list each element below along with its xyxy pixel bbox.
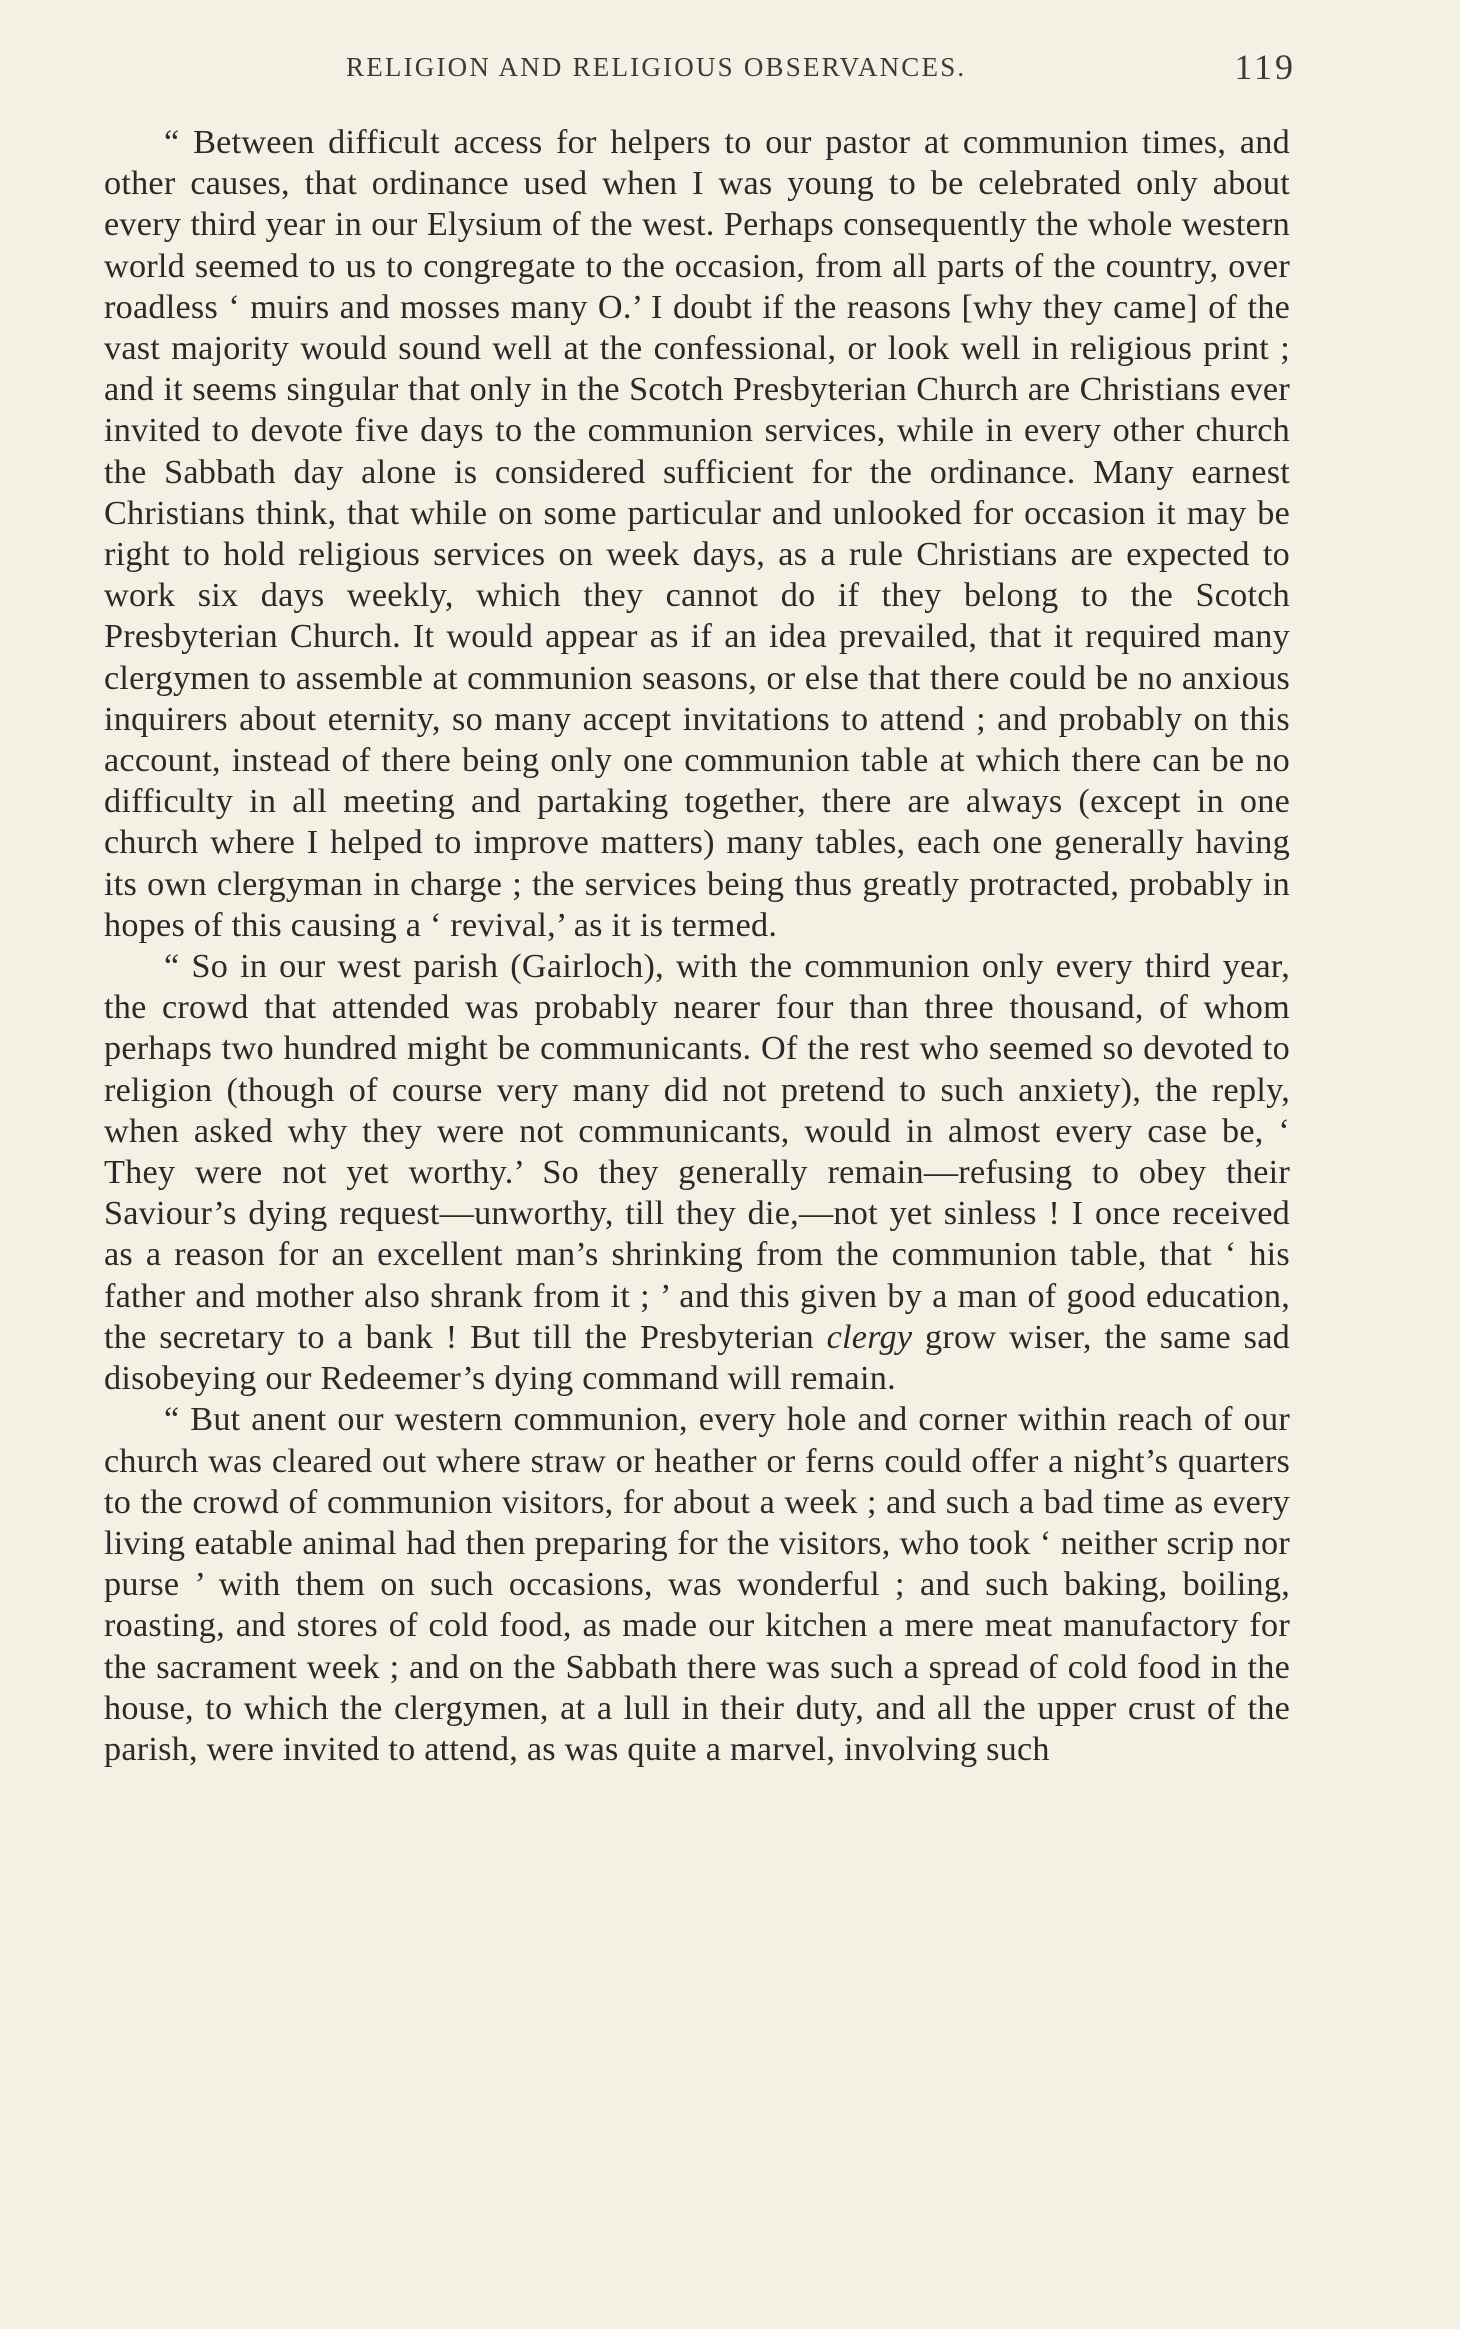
paragraph: “ But anent our western communion, every hole and corner within reach of our church was cleared out where straw or heather or ferns could offer a night’s quarters to the crowd of communion visitors, for about a week ; and such a bad time as every living eatable animal had then preparing for the visitors, who took ‘ neither scrip nor purse ’ with them on such occasions, was wonderful ; and such baking, boiling, roasting, and stores of cold food, as made our kitchen a mere meat manufactory for the sacrament week ; and on the Sabbath there was such a spread of cold food in the house, to which the clergymen, at a lull in their duty, and all the upper crust of the parish, were invited to attend, as was quite a marvel, involving such: [104, 1401, 1290, 1768]
emphasized-word: clergy: [826, 1318, 913, 1356]
running-head: RELIGION AND RELIGIOUS OBSERVANCES.: [346, 52, 967, 82]
paragraph-text: “ So in our west parish (Gairloch), with the communion only every third year, the crowd that attended was probably nearer four than three thousand, of whom perhaps two hundred might be communicants. Of the rest who seemed so devoted to religion (though of course very many did not pretend to such anxiety), the reply, when asked why they were not communicants, would in almost every case be, ‘ They were not yet worthy.’ So they generally remain—refusing to obey their Saviour’s dying request—unworthy, till they die,—not yet sinless ! I once received as a reason for an excellent man’s shrinking from the communion table, that ‘ his father and mother also shrank from it ; ’ and this given by a man of good education, the secretary to a bank ! But till the Presbyterian: [104, 948, 1290, 1356]
body-text: [104, 122, 1290, 1770]
paragraph: “ Between difficult access for helpers to our pastor at communion times, and other causes, that ordinance used when I was young to be celebrated only about every third year in our Elysium of the west. Perhaps consequently the whole western world seemed to us to congregate to the occasion, from all parts of the country, over roadless ‘ muirs and mosses many O.’ I doubt if the reasons [why they came] of the vast majority would sound well at the confessional, or look well in religious print ; and it seems singular that only in the Scotch Presbyterian Church are Christians ever invited to devote five days to the communion services, while in every other church the Sabbath day alone is considered sufficient for the ordinance. Many earnest Christians think, that while on some particular and unlooked for occasion it may be right to hold religious services on week days, as a rule Christians are expected to work six days weekly, which they cannot do if they belong to the Scotch Presbyterian Church. It would appear as if an idea prevailed, that it required many clergymen to assemble at communion seasons, or else that there could be no anxious inquirers about eternity, so many accept invitations to attend ; and probably on this account, instead of there being only one communion table at which there can be no difficulty in all meeting and partaking together, there are always (except in one church where I helped to improve matters) many tables, each one generally having its own clergyman in charge ; the services being thus greatly protracted, probably in hopes of this causing a ‘ revival,’ as it is termed.: [104, 124, 1290, 944]
page-number: 119: [1234, 47, 1296, 87]
page-header: [96, 46, 1296, 94]
paragraph-text: grow wiser, the same sad disobeying our Redeemer’s dying command will remain.: [104, 1318, 1291, 1398]
paragraph: [104, 946, 1290, 1399]
